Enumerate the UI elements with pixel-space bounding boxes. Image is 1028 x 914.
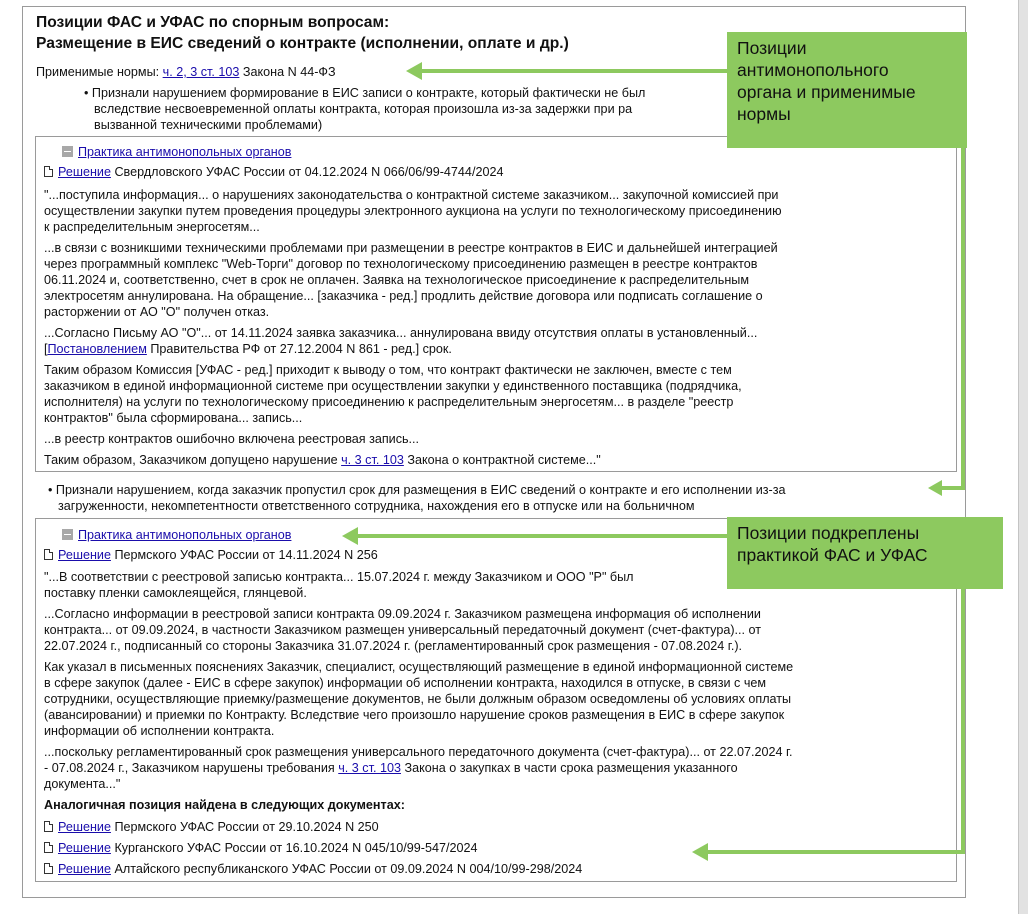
practice2-p4-post: Закона о закупках в части срока размещения указанного xyxy=(404,761,738,775)
practice1-p6-post: Закона о контрактной системе..." xyxy=(407,453,601,467)
arrowhead-icon xyxy=(342,527,358,545)
practice2-p3-l2: в сфере закупок (далее - ЕИС в сфере закупок) информации об исполнении контракта, находился в отпуске, в связи с чем xyxy=(44,676,767,690)
postanovlenie-link[interactable]: Постановлением xyxy=(47,342,147,356)
practice1-header-link[interactable]: Практика антимонопольных органов xyxy=(78,145,292,159)
practice1-p1-l2: осуществлении закупки путем проведения процедуры электронного аукциона на услуги по технологическому присоединению xyxy=(44,204,782,218)
practice1-p2-l5: расторжении от АО "О" получен отказ. xyxy=(44,305,270,319)
callout-practice-line: Позиции подкреплены xyxy=(737,523,920,543)
callout-norms-line: антимонопольного xyxy=(737,60,889,80)
practice1-p2-l2: через программный комплекс "Web-Торги" договор по технологическому присоединению размещен в реестре контрактов xyxy=(44,257,758,271)
practice1-p3-l1: ...Согласно Письму АО "О"... от 14.11.2024 заявка заказчика... аннулирована ввиду отсутствия оплаты в установленный... xyxy=(44,326,758,340)
similar-rest: Алтайского республиканского УФАС России от 09.09.2024 N 004/10/99-298/2024 xyxy=(114,862,583,876)
similar-rest: Пермского УФАС России от 29.10.2024 N 250 xyxy=(114,820,379,834)
arrowhead-icon xyxy=(692,843,708,861)
practice1-doc-link[interactable]: Решение xyxy=(58,165,111,179)
practice2-doc-link[interactable]: Решение xyxy=(58,548,111,562)
practice1-p6-pre: Таким образом, Заказчиком допущено нарушение xyxy=(44,453,338,467)
callout-norms-line: Позиции xyxy=(737,38,807,58)
practice1-doc-rest: Свердловского УФАС России от 04.12.2024 N 066/06/99-4744/2024 xyxy=(114,165,504,179)
practice2-p3-l1: Как указал в письменных пояснениях Заказчик, специалист, осуществляющий размещение в единой информационной системе xyxy=(44,660,794,674)
practice2-p3-l5: информации об исполнении контракта. xyxy=(44,724,275,738)
position2-line1: • Признали нарушением, когда заказчик пропустил срок для размещения в ЕИС сведений о контракте и его исполнении из-за xyxy=(48,483,786,497)
practice2-p2-l2: контракта... от 09.09.2024, в частности Заказчиком размещен универсальный передаточный документ (счет-фактура)... от xyxy=(44,623,762,637)
practice2-p2-l1: ...Согласно информации в реестровой записи контракта 09.09.2024 г. Заказчиком размещена информация об исполнении xyxy=(44,607,761,621)
norms-suffix: Закона N 44-ФЗ xyxy=(242,65,336,79)
practice2-p4-l1: ...поскольку регламентированный срок размещения универсального передаточного документа (счет-фактура)... от 22.07.2024 г. xyxy=(44,745,793,759)
arrow-to-similar xyxy=(706,589,963,852)
callout-norms-line: нормы xyxy=(737,104,791,124)
similar-rest: Курганского УФАС России от 16.10.2024 N 045/10/99-547/2024 xyxy=(114,841,478,855)
position1-line3: вызванной техническими проблемами) xyxy=(94,118,323,132)
practice1-p2-l1: ...в связи с возникшими техническими проблемами при размещении в реестре контрактов в ЕИС и дальнейшей интеграцией xyxy=(44,241,778,255)
practice1-p5: ...в реестр контрактов ошибочно включена реестровая запись... xyxy=(44,432,420,446)
similar-link[interactable]: Решение xyxy=(58,820,111,834)
practice1-p3-rest: Правительства РФ от 27.12.2004 N 861 - ред.] срок. xyxy=(150,342,452,356)
practice1-p2-l4: электросетям аннулирована. На обращение... [заказчика - ред.] продлить действие договора или подписать соглашение о xyxy=(44,289,763,303)
practice1-p2-l3: 06.11.2024 и, соответственно, счет в срок не оплачен. Заявка на технологическое присоединение к распределительным xyxy=(44,273,749,287)
practice1-p4-l2: заказчиком в единой информационной системе при осуществлении закупки у единственного поставщика (подрядчика, xyxy=(44,379,742,393)
practice2-p1-l2: поставку пленки самоклеящейся, глянцевой. xyxy=(44,586,307,600)
practice2-doc-rest: Пермского УФАС России от 14.11.2024 N 256 xyxy=(114,548,378,562)
position1-line1: • Признали нарушением формирование в ЕИС записи о контракте, который фактически не был xyxy=(84,86,646,100)
norms-prefix: Применимые нормы: xyxy=(36,65,160,79)
practice1-p3-bracket: [ xyxy=(44,342,48,356)
similar-link[interactable]: Решение xyxy=(58,841,111,855)
arrowhead-icon xyxy=(406,62,422,80)
practice2-header-link[interactable]: Практика антимонопольных органов xyxy=(78,528,292,542)
practice2-p4-l3: документа..." xyxy=(44,777,121,791)
practice2-p3-l4: (авансировании) и приемки по Контракту. Вследствие чего произошло нарушение сроков размещения в ЕИС в сфере закупок xyxy=(44,708,785,722)
practice1-p1-l1: "...поступила информация... о нарушениях законодательства о контрактной системе заказчиком... закупочной комиссией при xyxy=(44,188,779,202)
arrowhead-icon xyxy=(928,480,942,496)
page-title-line2: Размещение в ЕИС сведений о контракте (исполнении, оплате и др.) xyxy=(36,35,569,52)
practice1-p1-l3: к распределительным энергосетям... xyxy=(44,220,260,234)
similar-heading: Аналогичная позиция найдена в следующих документах: xyxy=(44,798,405,812)
practice2-p4-link[interactable]: ч. 3 ст. 103 xyxy=(338,761,401,775)
practice2-p1-l1: "...В соответствии с реестровой записью контракта... 15.07.2024 г. между Заказчиком и ООО "Р" был xyxy=(44,570,634,584)
page-title-line1: Позиции ФАС и УФАС по спорным вопросам: xyxy=(36,14,390,31)
callout-practice-line: практикой ФАС и УФАС xyxy=(737,545,928,565)
callout-norms-line: органа и применимые xyxy=(737,82,916,102)
practice2-p4-pre: - 07.08.2024 г., Заказчиком нарушены требования xyxy=(44,761,335,775)
practice2-p3-l3: сотрудники, осуществляющие приемку/размещение документов, не были должным образом осведомлены об условиях оплаты xyxy=(44,692,792,706)
similar-link[interactable]: Решение xyxy=(58,862,111,876)
practice1-p4-l4: контрактов" была сформирована... запись... xyxy=(44,411,303,425)
practice2-p2-l3: 22.07.2024 г., подписанный со стороны Заказчика 31.07.2024 г. (регламентированный срок размещения - 07.08.2024 г.). xyxy=(44,639,743,653)
position1-line2: вследствие несвоевременной оплаты контракта, которая произошла из-за задержки при ра xyxy=(94,102,633,116)
practice1-p6-link[interactable]: ч. 3 ст. 103 xyxy=(341,453,404,467)
arrow-to-position2 xyxy=(940,148,963,488)
practice1-p4-l3: исполнителя) на услуги по технологическому присоединению к распределительным энергосетям... в разделе "реестр xyxy=(44,395,734,409)
norms-link[interactable]: ч. 2, 3 ст. 103 xyxy=(162,65,240,79)
position2-line2: загруженности, некомпетентности ответственного сотрудника, нахождения его в отпуске или на больничном xyxy=(58,499,695,513)
practice1-p4-l1: Таким образом Комиссия [УФАС - ред.] приходит к выводу о том, что контракт фактически не заключен, вместе с тем xyxy=(44,363,732,377)
